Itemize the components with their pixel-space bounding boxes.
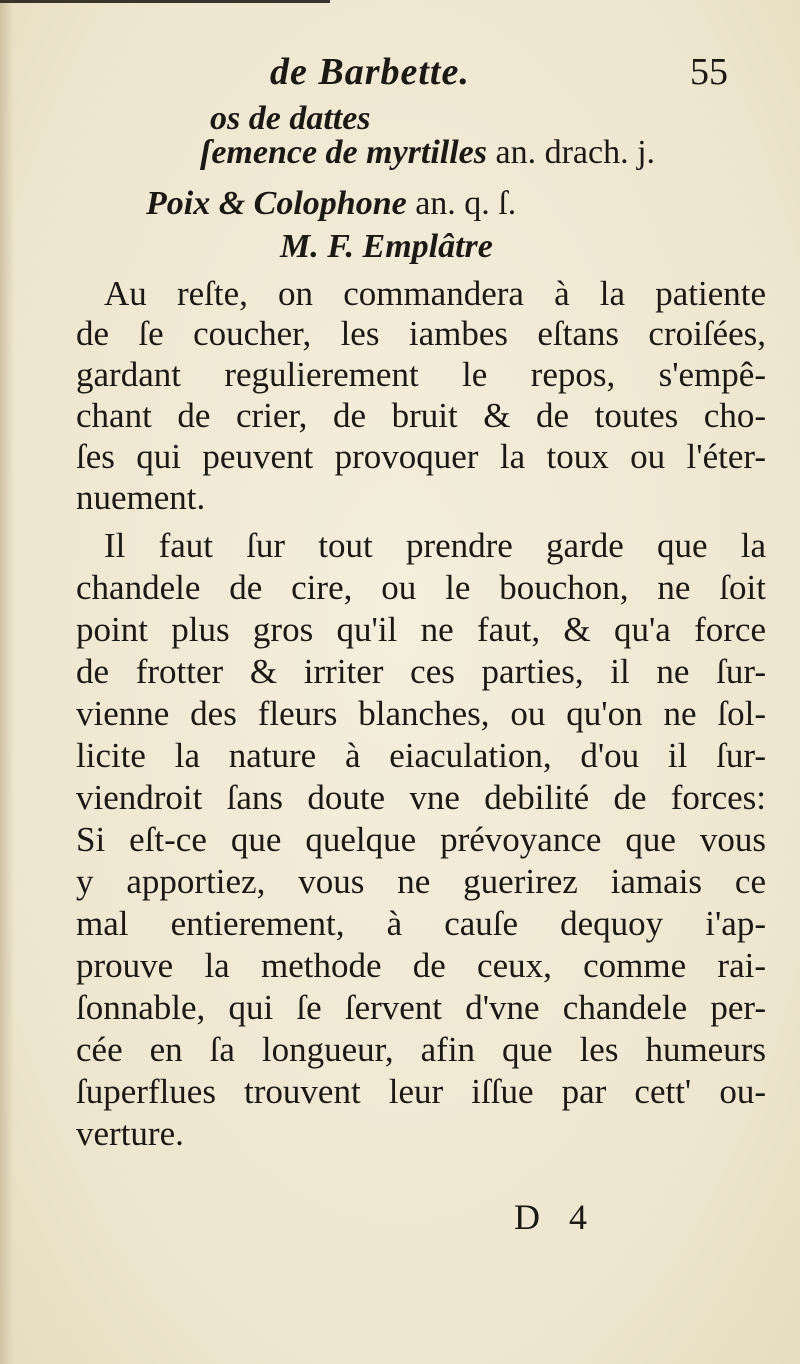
running-head: de Barbette. — [270, 51, 470, 93]
text-line: de frotter & irriter ces parties, il ne ſur- — [76, 652, 766, 691]
recipe-line — [146, 185, 516, 223]
text-line: viendroit ſans doute vne debilité de forces: — [76, 778, 766, 817]
text-line: ſonnable, qui ſe ſervent d'vne chandele per- — [76, 988, 766, 1027]
text-line: chandele de cire, ou le bouchon, ne ſoit — [76, 568, 766, 607]
recipe-ingredient: M. F. Emplâtre — [280, 228, 493, 265]
text-line: cée en ſa longueur, afin que les humeurs — [76, 1030, 766, 1069]
text-line: nuement. — [76, 478, 206, 517]
text-line: y apportiez, vous ne guerirez iamais ce — [76, 862, 766, 901]
text-line: de ſe coucher, les iambes eſtans croiſées, — [76, 314, 766, 353]
recipe-ingredient: Poix & Colophone — [146, 185, 407, 222]
recipe-line — [200, 134, 655, 172]
text-line: Si eſt-ce que quelque prévoyance que vous — [76, 820, 766, 859]
text-line: licite la nature à eiaculation, d'ou il ſur- — [76, 736, 766, 775]
text-line: chant de crier, de bruit & de toutes cho- — [76, 396, 766, 435]
recipe-quantity: an. drach. j. — [495, 134, 656, 171]
recipe-ingredient: os de dattes — [210, 100, 371, 137]
text-line: ſuperflues trouvent leur iſſue par cett' ou- — [76, 1072, 766, 1111]
page-edge-shadow — [0, 0, 14, 1364]
top-rule — [0, 0, 330, 3]
text-line: Il faut ſur tout prendre garde que la — [104, 526, 766, 565]
text-line: point plus gros qu'il ne faut, & qu'a force — [76, 610, 766, 649]
text-line: mal entierement, à cauſe dequoy i'ap- — [76, 904, 766, 943]
text-line: ſes qui peuvent provoquer la toux ou l'éter- — [76, 437, 766, 476]
text-line: prouve la methode de ceux, comme rai- — [76, 946, 766, 985]
recipe-quantity: an. q. ſ. — [415, 185, 517, 222]
signature-mark: D 4 — [514, 1197, 597, 1237]
recipe-line — [210, 100, 371, 138]
page-number: 55 — [690, 51, 728, 93]
text-line: verture. — [76, 1114, 184, 1153]
recipe-ingredient: ſemence de myrtilles — [200, 134, 488, 171]
text-line: vienne des fleurs blanches, ou qu'on ne ſol- — [76, 694, 766, 733]
text-line: Au reſte, on commandera à la patiente — [104, 274, 766, 313]
text-line: gardant regulierement le repos, s'empê- — [76, 355, 766, 394]
recipe-line — [280, 228, 493, 266]
